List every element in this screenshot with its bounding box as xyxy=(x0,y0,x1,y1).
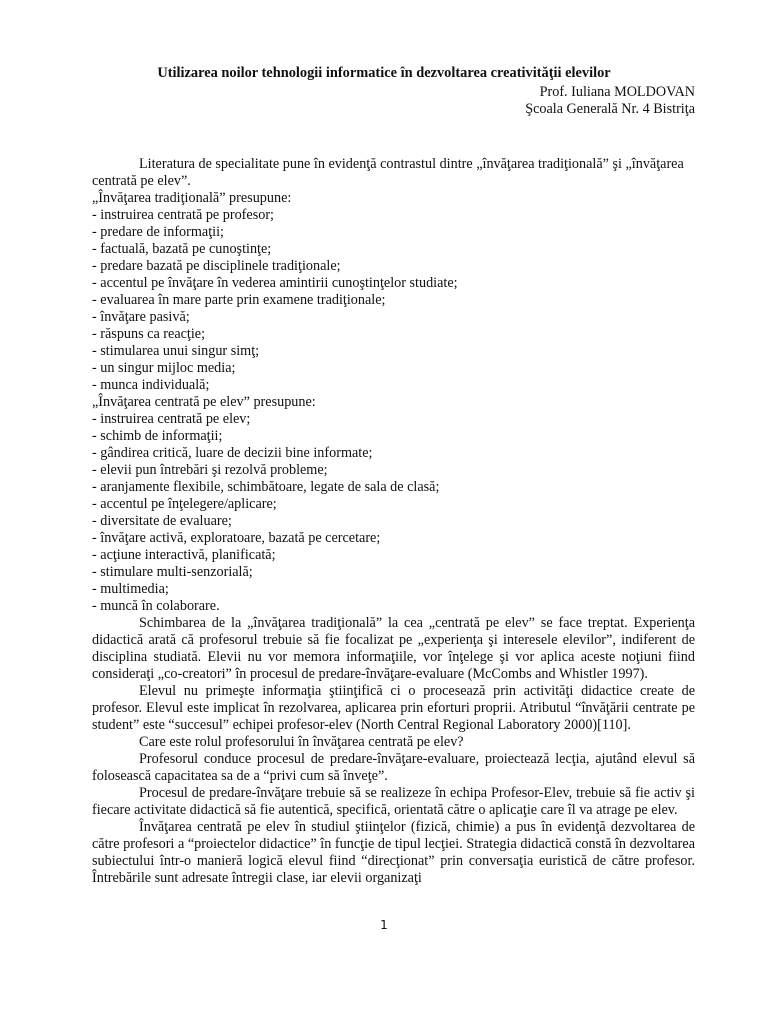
page-number: 1 xyxy=(380,918,388,932)
list-item: - predare bazată pe disciplinele tradiţionale; xyxy=(92,258,341,274)
list-item: - diversitate de evaluare; xyxy=(92,513,232,529)
list-item: - schimb de informaţii; xyxy=(92,428,223,444)
school-line: Şcoala Generală Nr. 4 Bistriţa xyxy=(525,101,695,117)
list-item: - instruirea centrată pe profesor; xyxy=(92,207,274,223)
list-item: - muncă în colaborare. xyxy=(92,598,220,614)
list-item: - acţiune interactivă, planificată; xyxy=(92,547,276,563)
list-item: - stimulare multi-senzorială; xyxy=(92,564,253,580)
body-paragraph: Profesorul conduce procesul de predare-învăţare-evaluare, proiectează lecţia, ajutând elevul să folosească capacitatea sa de a “privi cum să înveţe”. xyxy=(92,751,695,784)
list-item: - elevii pun întrebări şi rezolvă probleme; xyxy=(92,462,328,478)
list-item: - învăţare pasivă; xyxy=(92,309,190,325)
list-item: - accentul pe învăţare în vederea amintirii cunoştinţelor studiate; xyxy=(92,275,458,291)
student-centered-list xyxy=(92,411,695,615)
student-centered-heading: „Învăţarea centrată pe elev” presupune: xyxy=(92,394,316,410)
list-item: - predare de informaţii; xyxy=(92,224,224,240)
list-item: - instruirea centrată pe elev; xyxy=(92,411,251,427)
list-item: - accentul pe înţelegere/aplicare; xyxy=(92,496,277,512)
document-title: Utilizarea noilor tehnologii informatice în dezvoltarea creativităţii elevilor xyxy=(157,65,611,81)
list-item: - munca individuală; xyxy=(92,377,210,393)
list-item: - gândirea critică, luare de decizii bine informate; xyxy=(92,445,373,461)
list-item: - stimularea unui singur simţ; xyxy=(92,343,260,359)
traditional-heading: „Învăţarea tradiţională” presupune: xyxy=(92,190,292,206)
list-item: - un singur mijloc media; xyxy=(92,360,236,376)
traditional-list xyxy=(92,207,695,394)
body-paragraph: Care este rolul profesorului în învăţarea centrată pe elev? xyxy=(139,734,464,750)
document-body xyxy=(92,156,695,887)
list-item: - învăţare activă, exploratoare, bazată pe cercetare; xyxy=(92,530,381,546)
list-item: - aranjamente flexibile, schimbătoare, legate de sala de clasă; xyxy=(92,479,440,495)
body-paragraph: Schimbarea de la „învăţarea tradiţională” la cea „centrată pe elev” se face treptat. Experienţa didactică arată că profesorul trebuie să fie focalizat pe „experienţa şi interesele elevilor”, indiferent de disciplina studiată. Elevii nu vor memora informaţiile, vor înţelege şi vor aplica aceste noţiuni fiind consideraţi „co-creatori” în procesul de predare-învăţare-evaluare (McCombs and Whistler 1997). xyxy=(92,615,695,682)
body-paragraph: Învăţarea centrată pe elev în studiul ştiinţelor (fizică, chimie) a pus în evidenţă dezvoltarea de către profesori a “proiectelor didactice” în funcţie de tipul lecţiei. Strategia didactică constă în dezvoltarea subiectului într-o manieră logică elevul fiind “direcţionat” prin conversaţia euristică de către profesor. Întrebările sunt adresate întregii clase, iar elevii organizaţi xyxy=(92,819,695,886)
body-paragraph: Elevul nu primeşte informaţia ştiinţifică ci o procesează prin activităţi didactice create de profesor. Elevul este implicat în rezolvarea, aplicarea prin eforturi proprii. Atributul “învăţării centrate pe student” este “succesul” echipei profesor-elev (North Central Regional Laboratory 2000)[110]. xyxy=(92,683,695,733)
intro-paragraph: Literatura de specialitate pune în evidenţă contrastul dintre „învăţarea tradiţională” şi „învăţarea centrată pe elev”. xyxy=(92,156,684,189)
body-paragraph: Procesul de predare-învăţare trebuie să se realizeze în echipa Profesor-Elev, trebuie să fie activ şi fiecare activitate didactică să fie autentică, specifică, orientată către o aplicaţie care îl va atrage pe elev. xyxy=(92,785,695,818)
list-item: - factuală, bazată pe cunoştinţe; xyxy=(92,241,272,257)
list-item: - evaluarea în mare parte prin examene tradiţionale; xyxy=(92,292,386,308)
list-item: - multimedia; xyxy=(92,581,169,597)
list-item: - răspuns ca reacţie; xyxy=(92,326,206,342)
author-line: Prof. Iuliana MOLDOVAN xyxy=(539,84,695,100)
